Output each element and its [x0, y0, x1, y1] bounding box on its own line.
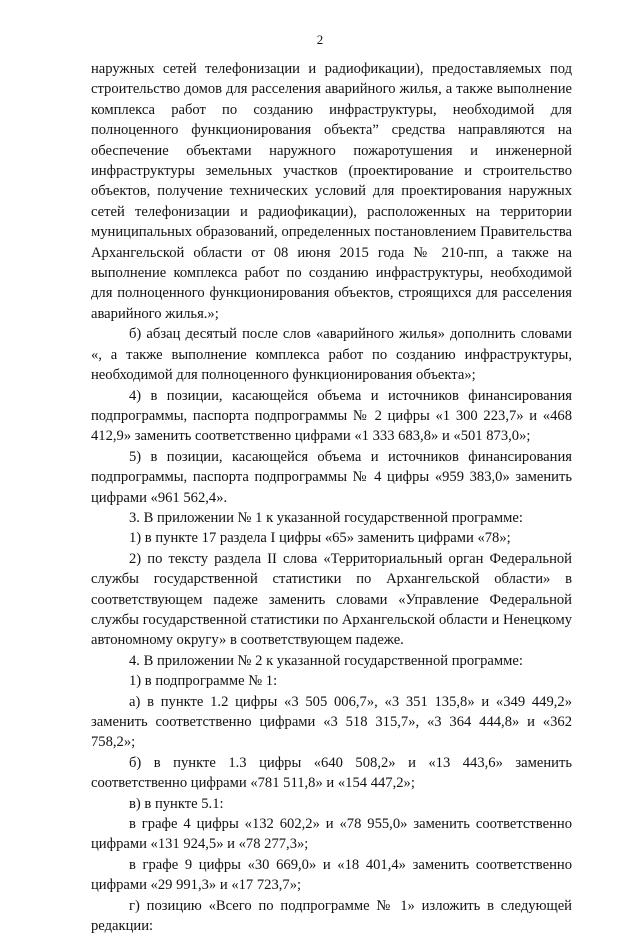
paragraph-8: 4. В приложении № 2 к указанной государственной программе:	[129, 652, 523, 669]
paragraph-1: наружных сетей телефонизации и радиофикации), предоставляемых под строительство домов для расселения аварийного жилья, а также выполнение комплекса работ по созданию инфраструктуры, необходимой для полноценного функционирования объекта” средства направляются на обеспечение объектами наружного пожаротушения и инженерной инфраструктуры земельных участков (проектирование и строительство объектов, получение технических условий для проектирования наружных сетей телефонизации и радиофикации), расположенных на территории муниципальных образований, определенных постановлением Правительства Архангельской области от 08 июня 2015 года № 210-пп, а также на выполнение комплекса работ по созданию инфраструктуры, необходимой для полноценного функционирования объектов, строящихся для расселения аварийного жилья.»;	[91, 61, 572, 322]
paragraph-2: б) абзац десятый после слов «аварийного жилья» дополнить словами «, а также выполнение комплекса работ по созданию инфраструктуры, необходимой для полноценного функционирования объекта»;	[91, 326, 572, 384]
paragraph-15: г) позицию «Всего по подпрограмме № 1» изложить в следующей редакции:	[91, 897, 572, 935]
paragraph-14: в графе 9 цифры «30 669,0» и «18 401,4» заменить соответственно цифрами «29 991,3» и «17 723,7»;	[91, 856, 572, 894]
paragraph-13: в графе 4 цифры «132 602,2» и «78 955,0» заменить соответственно цифрами «131 924,5» и «78 277,3»;	[91, 816, 572, 853]
paragraph-10: а) в пункте 1.2 цифры «3 505 006,7», «3 351 135,8» и «349 449,2» заменить соответственно цифрами «3 518 315,7», «3 364 444,8» и «362 758,2»;	[91, 693, 572, 751]
paragraph-7: 2) по тексту раздела II слова «Территориальный орган Федеральной службы государственной статистики по Архангельской области» в соответствующем падеже заменить словами «Управление Федеральной службы государственной статистики по Архангельской области и Ненецкому автономному округу» в соответствующем падеже.	[91, 550, 572, 649]
paragraph-12: в) в пункте 5.1:	[129, 795, 224, 812]
paragraph-3: 4) в позиции, касающейся объема и источников финансирования подпрограммы, паспорта подпрограммы № 2 цифры «1 300 223,7» и «468 412,9» заменить соответственно цифрами «1 333 683,8» и «501 873,0»;	[91, 387, 572, 445]
paragraph-9: 1) в подпрограмме № 1:	[129, 673, 278, 690]
paragraph-4: 5) в позиции, касающейся объема и источников финансирования подпрограммы, паспорта подпрограммы № 4 цифры «959 383,0» заменить цифрами «961 562,4».	[91, 448, 572, 506]
document-body	[91, 59, 572, 936]
page-number: 2	[316, 32, 324, 47]
paragraph-5: 3. В приложении № 1 к указанной государственной программе:	[129, 509, 523, 526]
paragraph-11: б) в пункте 1.3 цифры «640 508,2» и «13 443,6» заменить соответственно цифрами «781 511,8» и «154 447,2»;	[91, 754, 572, 792]
paragraph-6: 1) в пункте 17 раздела I цифры «65» заменить цифрами «78»;	[129, 530, 511, 547]
